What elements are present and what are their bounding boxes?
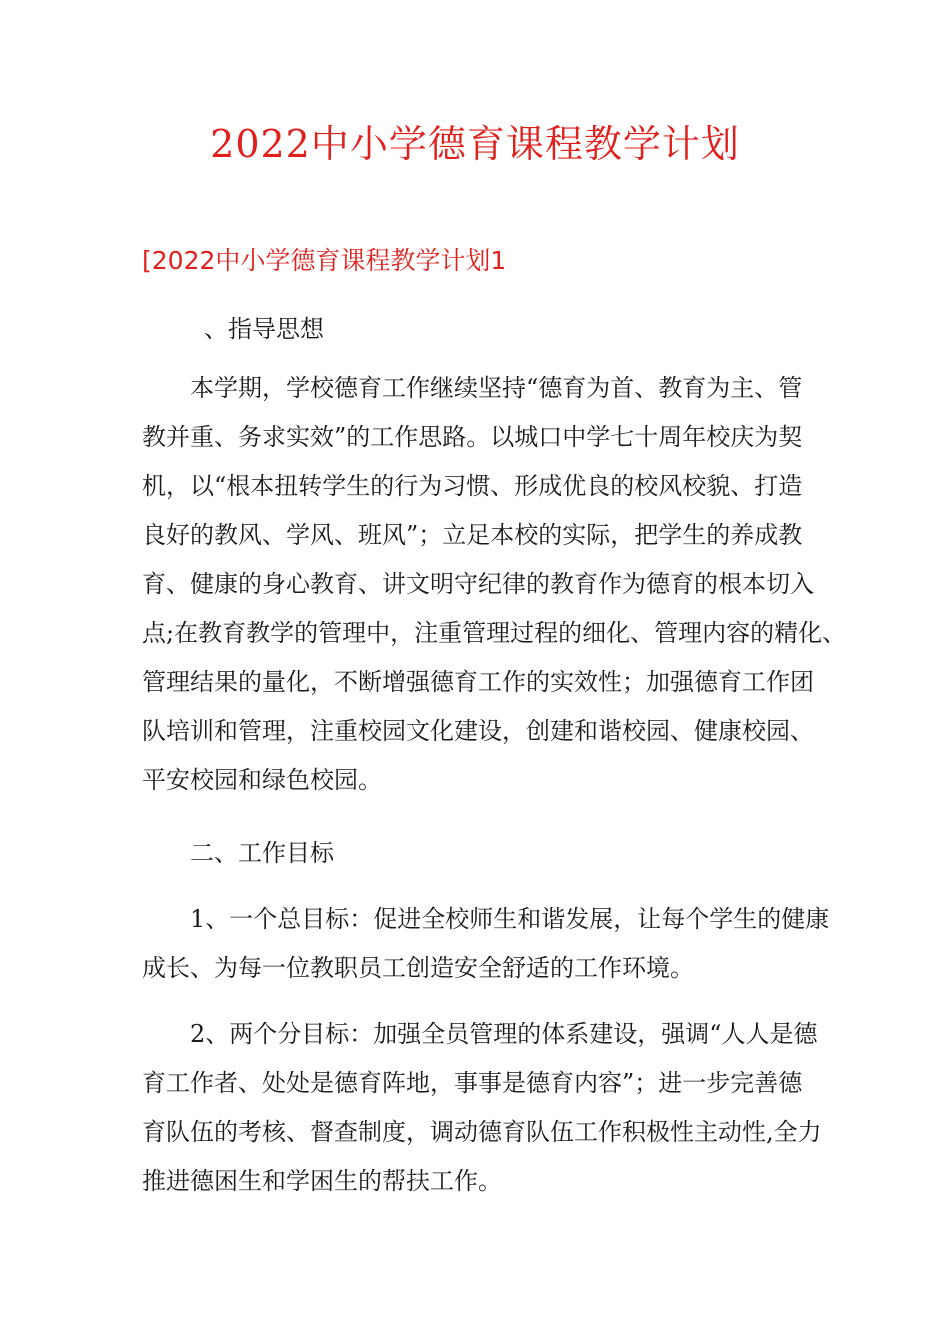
heading-work-goals — [142, 829, 822, 878]
heading-guiding-thought — [142, 305, 822, 354]
heading-text: 、指导思想 — [204, 315, 324, 343]
paragraph-line: 1、一个总目标：促进全校师生和谐发展，让每个学生的健康 — [190, 905, 830, 933]
paragraph-line: 本学期，学校德育工作继续坚持“德育为首、教育为主、管 — [190, 374, 803, 402]
paragraph-line: 平安校园和绿色校园。 — [142, 766, 382, 794]
paragraph-line: 队培训和管理，注重校园文化建设，创建和谐校园、健康校园、 — [142, 717, 814, 745]
paragraph-line: 推进德困生和学困生的帮扶工作。 — [142, 1167, 502, 1195]
paragraph-line: 教并重、务求实效”的工作思路。以城口中学七十周年校庆为契 — [142, 423, 803, 451]
paragraph-line: 2、两个分目标：加强全员管理的体系建设，强调“人人是德 — [190, 1020, 818, 1048]
paragraph-line: 管理结果的量化，不断增强德育工作的实效性；加强德育工作团 — [142, 668, 814, 696]
paragraph-line: 育、健康的身心教育、讲文明守纪律的教育作为德育的根本切入 — [142, 570, 814, 598]
document-title: 2022中小学德育课程教学计划 — [210, 122, 740, 166]
paragraph-goal-1 — [142, 895, 830, 993]
paragraph-line: 机，以“根本扭转学生的行为习惯、形成优良的校风校貌、打造 — [142, 472, 803, 500]
paragraph-line: 育队伍的考核、督查制度，调动德育队伍工作积极性主动性,全力 — [142, 1118, 822, 1146]
paragraph-line: 良好的教风、学风、班风”；立足本校的实际，把学生的养成教 — [142, 521, 803, 549]
paragraph-goal-2 — [142, 1010, 822, 1206]
paragraph-line: 点;在教育教学的管理中，注重管理过程的细化、管理内容的精化、 — [142, 619, 847, 647]
paragraph-guiding-thought — [142, 364, 847, 805]
section-heading: [2022中小学德育课程教学计划1 — [142, 246, 507, 275]
heading-text: 二、工作目标 — [190, 839, 334, 867]
paragraph-line: 育工作者、处处是德育阵地，事事是德育内容”；进一步完善德 — [142, 1069, 803, 1097]
paragraph-line: 成长、为每一位教职员工创造安全舒适的工作环境。 — [142, 954, 694, 982]
